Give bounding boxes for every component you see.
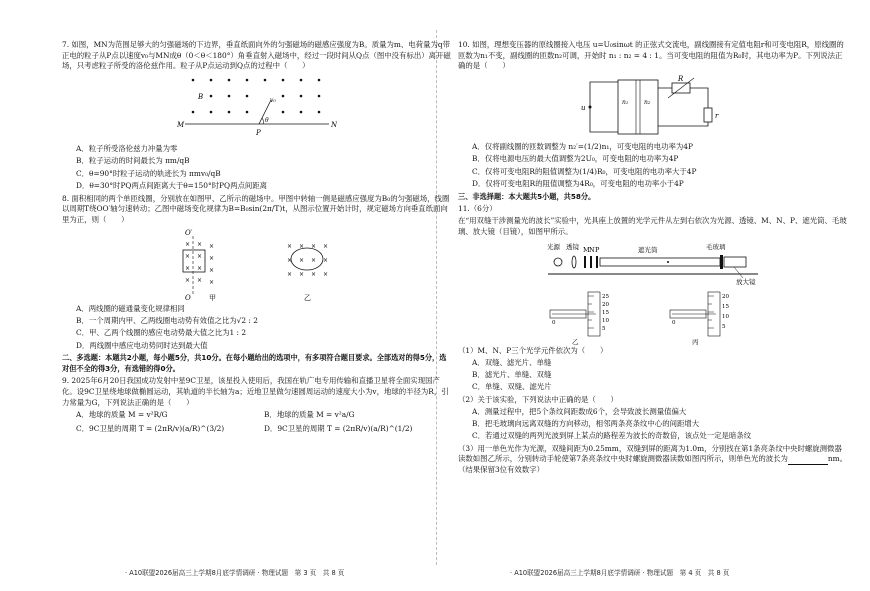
q10-label-r-small: r: [715, 112, 719, 121]
q8-label-o-top: O′: [185, 228, 193, 237]
q11-sub-3: [458, 444, 848, 476]
q11-figure-yi: [548, 288, 638, 346]
q8-option-b: B．一个周期内甲、乙两线圈电动势有效值之比为√2 : 2: [76, 316, 258, 326]
q11-micrometer-figures: [458, 288, 848, 346]
q11-label-lens: 透镜: [566, 242, 579, 251]
q11-label-m: M: [583, 245, 590, 254]
right-column: [458, 38, 848, 477]
q8-option-c: C．甲、乙两个线圈的感应电动势最大值之比为1 : 2: [76, 328, 247, 338]
q11-figure-jia: [538, 240, 768, 286]
q10-label-u: u: [581, 104, 586, 113]
svg-text:×: ×: [311, 242, 317, 250]
q7-label-theta: θ: [265, 117, 269, 125]
q10-label-r-big: R: [678, 75, 684, 84]
q11-sub-3-tail: nm。（结果保留3位有效数字）: [458, 454, 848, 475]
q7-label-n: N: [331, 121, 337, 130]
q11-stem: 11.（6分）: [458, 204, 497, 214]
svg-text:×: ×: [209, 278, 215, 286]
q11-yi-tick-10: 10: [602, 317, 609, 324]
svg-text:×: ×: [209, 266, 215, 274]
q11-2-option-b: B．把毛玻璃向远离双缝的方向移动，相邻两条亮条纹中心的间距增大: [472, 419, 700, 429]
q10-option-b: B．仅将电源电压的最大值调整为2U₀，可变电阻的电功率为4P: [472, 154, 679, 164]
q7-option-c: C．θ=90°时粒子运动的轨迹长为 πmv₀/qB: [76, 168, 221, 178]
q11-yi-tick-15: 15: [602, 309, 609, 316]
q11-intro: 在“用双缝干涉测量光的波长”实验中，光具座上放置的光学元件从左到右依次为光源、透镜、M、N、P、遮光筒、毛玻璃、放大镜（目镜），如图甲所示。: [458, 216, 847, 237]
q8-stem: 8. 面积相同的两个单匝线圈，分别放在如图甲、乙所示的磁场中。甲图中转轴一侧是磁感应强度为B₀的匀强磁场，线圈以周期T绕OO′轴匀速转动；乙图中磁场变化规律为B=B₀sin(2π/T)t，从图示位置开始计时，规定磁场方向垂直纸面向里为正，则（ ）: [62, 193, 450, 225]
q7-label-m: M: [177, 121, 185, 130]
left-footer: · A10联盟2026届高三上学期8月底学情调研 · 物理试题 第 3 页 共 8 页: [125, 569, 345, 577]
q7-stem: 7. 如图，MN为范围足够大的匀强磁场的下边界，垂直纸面向外的匀强磁场的磁感应强度为B。质量为m、电荷量为q带正电的粒子从P点以速度v₀与MN成θ（0＜θ＜180°）角垂直射入磁场中，经过一段时间从Q点（图中没有标出）离开磁场，只考虑粒子所受的洛伦兹作用。粒子从P点运动到Q点的过程中（ ）: [62, 40, 451, 71]
q11-label-light: 光源: [547, 242, 560, 251]
svg-text:×: ×: [185, 252, 191, 260]
q10-label-n2: n₂: [644, 99, 651, 107]
svg-text:×: ×: [209, 242, 215, 250]
q7-label-v0: v₀: [270, 97, 276, 105]
svg-text:×: ×: [185, 240, 191, 248]
svg-text:×: ×: [323, 256, 329, 264]
q11-yi-tick-0: 0: [552, 319, 556, 326]
q7-label-b: B: [198, 93, 204, 102]
q11-bing-tick-15: 15: [722, 303, 729, 310]
left-column: [62, 38, 452, 437]
svg-text:×: ×: [299, 256, 305, 264]
q10-stem: 10. 如图，理想变压器的原线圈接入电压 u=U₀sinωt 的正弦式交流电，副线圈接有定值电阻r和可变电阻R，原线圈的匝数为n₁不变，副线圈的匝数n₂可调，开始时 n₁ : n₂ = 4 : 1。当可变电阻的阻值为R₀时，其电功率为P。下列说法正确的是（ ）: [458, 40, 844, 71]
q8-label-jia: 甲: [209, 293, 216, 302]
q10-label-n1: n₁: [622, 99, 629, 107]
q11-sub-1: （1）M、N、P三个光学元件依次为（ ）: [458, 345, 608, 355]
svg-text:×: ×: [185, 276, 191, 284]
q11-sub-3-text: （3）用一单色光作为光源，双缝间距为0.25mm，双缝到屏的距离为1.0m，分别找在第1条亮条纹中央时螺旋测微器读数如图乙所示，分别转动手轮使第7条亮条纹中央时螺旋测微器读数如图丙所示，则单色光的波长为: [458, 443, 842, 464]
q11-sub-2: （2）关于该实验，下列说法中正确的是（ ）: [458, 394, 618, 404]
q11-label-bing: 丙: [692, 337, 699, 346]
q7-option-b: B．粒子运动的时间最长为 πm/qB: [76, 156, 190, 166]
q11-yi-tick-25: 25: [602, 293, 609, 300]
q11-bing-tick-5: 5: [722, 323, 726, 330]
q11-figure-bing: [668, 288, 758, 346]
section-3-heading: 三、非选择题：本大题共5小题，共58分。: [458, 191, 596, 201]
svg-text:×: ×: [209, 254, 215, 262]
svg-text:×: ×: [311, 270, 317, 278]
q11-label-yi: 乙: [572, 337, 579, 346]
q11-bing-tick-0: 0: [672, 319, 676, 326]
q11-label-mag: 放大镜: [736, 277, 756, 286]
q9-option-b: B．地球的质量 M = v²a/G: [264, 409, 355, 419]
q11-label-tube: 遮光筒: [638, 245, 658, 254]
q11-2-option-a: A．测量过程中，把5个条纹间距数成6个，会导致波长测量值偏大: [472, 406, 687, 416]
q8-option-a: A．两线圈的磁通量变化规律相同: [76, 303, 185, 313]
svg-text:×: ×: [287, 270, 293, 278]
q11-label-n: N: [589, 245, 595, 254]
svg-text:×: ×: [299, 270, 305, 278]
q9-option-c: C．9C卫星的周期 T = (2πR/v)(a/R)^(3/2): [76, 423, 225, 433]
q10-option-c: C．仅将可变电阻R的阻值调整为(1/4)R₀，可变电阻的电功率大于4P: [472, 166, 697, 176]
q11-bing-tick-10: 10: [722, 313, 729, 320]
svg-text:×: ×: [311, 256, 317, 264]
q11-label-p: P: [595, 245, 600, 254]
q10-figure: [578, 74, 728, 140]
svg-text:×: ×: [185, 264, 191, 272]
q11-1-option-c: C．单缝、双缝、滤光片: [472, 382, 552, 392]
q10-option-d: D．仅将可变电阻R的阻值调整为4R₀，可变电阻的电功率小于4P: [472, 178, 684, 188]
q11-yi-tick-20: 20: [602, 301, 609, 308]
svg-text:×: ×: [287, 256, 293, 264]
q11-1-option-b: B．滤光片、单缝、双缝: [472, 370, 552, 380]
svg-text:×: ×: [299, 242, 305, 250]
q8-label-o-bot: O: [185, 293, 191, 302]
q11-2-option-c: C．若通过双缝的两列光波到屏上某点的路程差为波长的奇数倍，该点处一定是暗条纹: [472, 431, 752, 441]
q9-options: [76, 410, 452, 437]
q11-label-glass: 毛玻璃: [706, 242, 726, 251]
right-footer: · A10联盟2026届高三上学期8月底学情调研 · 物理试题 第 4 页 共 8 页: [510, 569, 730, 577]
q9-option-a: A．地球的质量 M = v²R/G: [76, 409, 168, 419]
svg-text:×: ×: [323, 242, 329, 250]
q11-yi-tick-5: 5: [602, 325, 606, 332]
svg-text:×: ×: [197, 264, 203, 272]
q8-label-yi: 乙: [304, 293, 311, 302]
svg-text:×: ×: [197, 276, 203, 284]
q8-figure: [147, 228, 367, 302]
svg-text:×: ×: [197, 240, 203, 248]
svg-text:×: ×: [323, 270, 329, 278]
svg-text:×: ×: [197, 252, 203, 260]
q8-option-d: D．两线圈中感应电动势同时达到最大值: [76, 340, 208, 350]
q7-option-d: D．θ=30°时PQ两点间距离大于θ=150°时PQ两点间距离: [76, 180, 268, 190]
q9-option-d: D．9C卫星的周期 T = (2πR/v)(a/R)^(1/2): [264, 423, 413, 433]
svg-text:×: ×: [287, 242, 293, 250]
q11-bing-tick-20: 20: [722, 293, 729, 300]
q10-option-a: A．仅将副线圈的匝数调整为 n₂′=(1/2)n₁，可变电阻的电功率为4P: [472, 142, 693, 152]
answer-blank[interactable]: [788, 456, 828, 465]
q7-label-p: P: [256, 129, 261, 138]
q9-stem: 9. 2025年6月20日我国成功发射中星9C卫星，该星投入使用后，我国在轨广电专用传输和直播卫星将全面实现国产化。设9C卫星绕地球做椭圆运动，其轨道的半长轴为a；近地卫星做匀速圆周运动的速度大小为v，地球的半径为R，引力常量为G，下列说法正确的是（ ）: [62, 376, 449, 407]
q11-1-option-a: A．双缝、滤光片、单缝: [472, 358, 552, 368]
q7-figure: [177, 74, 337, 142]
section-2-heading: 二、多选题：本题共2小题，每小题5分，共10分。在每小题给出的选项中，有多项符合题目要求。全部选对的得5分，选对但不全的得3分，有选错的得0分。: [62, 353, 447, 373]
q7-option-a: A．粒子所受洛伦兹力冲量为零: [76, 144, 178, 154]
